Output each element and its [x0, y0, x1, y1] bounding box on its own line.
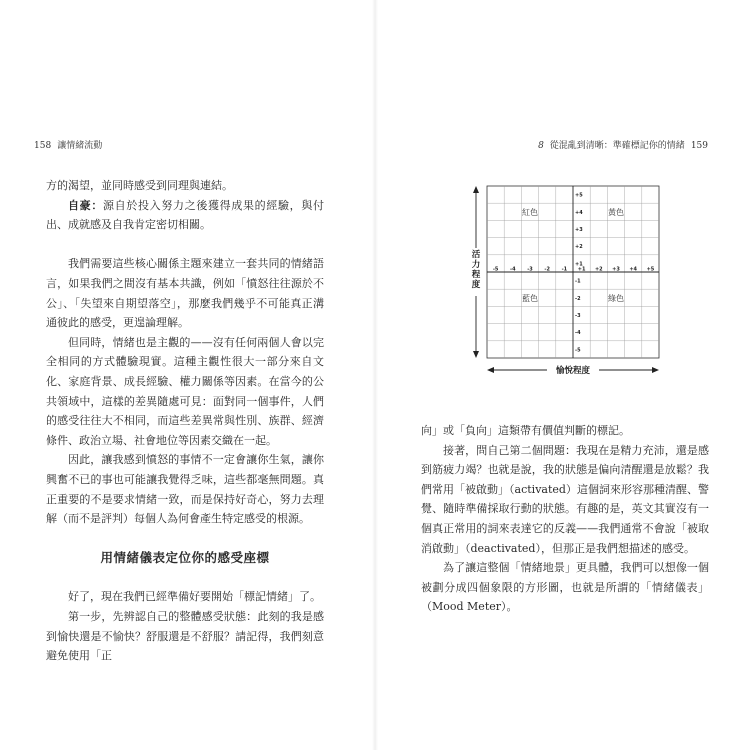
- term-pride-definition: 源自於投入努力之後獲得成果的經驗，與付出、成就感及自我肯定密切相關。: [46, 198, 324, 232]
- x-tick-label: -5: [492, 266, 499, 273]
- y-tick-label: -1: [575, 278, 581, 285]
- quadrant-blue-label: 藍色: [522, 293, 538, 303]
- chapter-number: 8: [538, 141, 544, 151]
- y-tick-label: -2: [575, 295, 581, 302]
- y-tick-label: +3: [575, 227, 583, 233]
- section-title: 用情緒儀表定位你的感受座標: [100, 550, 270, 566]
- quadrant-green-label: 綠色: [608, 293, 624, 303]
- mood-meter-chart: [457, 170, 687, 400]
- y-tick-label: -5: [575, 347, 581, 354]
- paragraph: 方的渴望，並同時感受到同理與連結。: [46, 179, 233, 192]
- x-tick-label: +2: [594, 266, 603, 273]
- right-page-header: [538, 138, 708, 151]
- pleasantness-arrow-left-icon: [487, 367, 494, 373]
- paragraph: 為了讓這整個「情緒地景」更具體，我們可以想像一個被劃分成四個象限的方形圖，也就是所謂的「情緒儀表」（Mood Meter）。: [421, 561, 709, 614]
- y-tick-label: +2: [575, 244, 583, 251]
- y-axis-title-char: 度: [471, 280, 481, 290]
- paragraph: 因此，讓我感到憤怒的事情不一定會讓你生氣，讓你興奮不已的事也可能讓我覺得乏味，這些都毫無問題。真正重要的不是要求情緒一致，而是保持好奇心，努力去理解（而不是評判）每個人為何會產生特定感受的根源。: [46, 453, 324, 526]
- y-tick-label: +1: [575, 261, 583, 268]
- pleasantness-arrow-right-icon: [652, 367, 659, 373]
- left-page-body: [46, 176, 324, 666]
- mood-meter-svg: [457, 170, 687, 400]
- paragraph: 但同時，情緒也是主觀的——沒有任何兩個人會以完全相同的方式體驗現實。這種主觀性很大一部分來自文化、家庭背景、成長經驗、權力關係等因素。在當今的公共領域中，這樣的差異隨處可見：面對同一個事件，人們的感受往往大不相同，而這些差異常與性別、族群、經濟條件、政治立場、社會地位等因素交織在一起。: [46, 335, 324, 447]
- y-tick-label: +5: [575, 192, 583, 199]
- left-book-title: 讓情緒流動: [57, 141, 103, 151]
- paragraph-pride: [46, 196, 324, 235]
- y-tick-label: -3: [575, 313, 581, 319]
- x-tick-label: -4: [510, 266, 516, 273]
- y-tick-label: +4: [575, 209, 583, 216]
- left-page-header: [34, 138, 102, 151]
- quadrant-yellow-label: 黃色: [608, 207, 624, 217]
- x-tick-label: +4: [629, 266, 638, 273]
- x-axis-title: 愉悅程度: [555, 366, 591, 376]
- x-tick-label: -1: [561, 266, 568, 273]
- x-tick-label: +3: [612, 266, 620, 273]
- x-tick-label: -2: [544, 266, 550, 273]
- y-tick-label: -4: [575, 330, 581, 337]
- y-axis-title-char: 程: [471, 270, 481, 280]
- paragraph: 好了，現在我們已經準備好要開始「標記情緒」了。: [68, 590, 321, 604]
- term-pride: 自豪：: [68, 198, 103, 212]
- x-tick-label: +1: [577, 266, 586, 273]
- right-page-body: [421, 421, 709, 617]
- paragraph: 接著，問自己第二個問題：我現在是精力充沛，還是感到筋疲力竭？也就是說，我的狀態是偏向清醒還是放鬆？我們常用「被啟動」（activated）這個詞來形容那種清醒、警覺、隨時準備採取行動的狀態。有趣的是，英文其實沒有一個真正常用的詞來表達它的反義——我們通常不會說「被取消啟動」（deactivated），但那正是我們想描述的感受。: [421, 443, 709, 555]
- x-tick-label: -3: [527, 266, 533, 273]
- quadrant-red-label: 紅色: [522, 207, 538, 217]
- energy-arrow-up-icon: [473, 186, 479, 193]
- energy-arrow-down-icon: [473, 351, 479, 358]
- paragraph: 我們需要這些核心關係主題來建立一套共同的情緒語言，如果我們之間沒有基本共識，例如「憤怒往往源於不公」、「失望來自期望落空」，那麼我們幾乎不可能真正溝通彼此的感受，更遑論理解。: [46, 257, 324, 330]
- right-page: [375, 0, 750, 750]
- y-axis-title-char: 力: [471, 260, 481, 270]
- left-page-number: 158: [34, 141, 52, 151]
- x-tick-label: +5: [646, 266, 655, 273]
- paragraph: 向」或「負向」這類帶有價值判斷的標記。: [421, 424, 630, 437]
- y-axis-title-char: 活: [471, 250, 481, 260]
- paragraph: 第一步，先辨認自己的整體感受狀態：此刻的我是感到愉快還是不愉快？舒服還是不舒服？請記得，我們刻意避免使用「正: [46, 610, 324, 663]
- chapter-title: 從混亂到清晰：準確標記你的情緒: [549, 141, 685, 151]
- right-page-number: 159: [690, 141, 708, 151]
